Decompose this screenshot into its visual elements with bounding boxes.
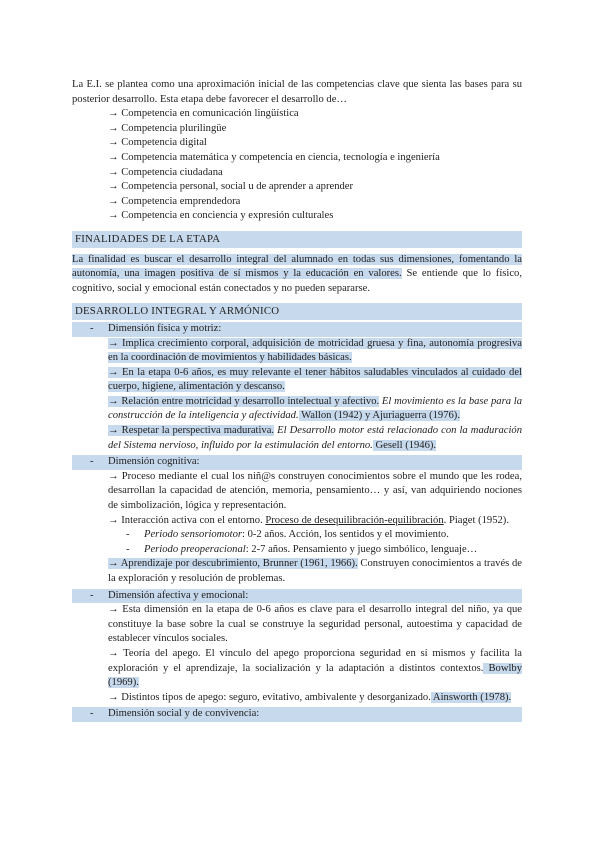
list-item: → Competencia ciudadana [108,166,223,178]
document-page [72,78,522,722]
list-item: → Competencia matemática y competencia en ciencia, tecnología e ingeniería [108,151,440,163]
dash-bullet: - [90,589,94,601]
fisica-bullet-4-ref: Gesell (1946). [372,439,437,451]
cognitiva-bullet-2-underline: Proceso de desequilibración-equilibración [265,514,444,526]
dimension-title: Dimensión afectiva y emocional: [108,589,249,601]
dash-bullet: - [126,543,130,555]
cognitiva-bullet-3: → Aprendizaje por descubrimiento, Brunner (1961, 1966). [108,558,358,570]
fisica-bullet-1: → Implica crecimiento corporal, adquisición de motricidad gruesa y fina, autonomía progresiva en la coordinación de movimientos y habilidades básicas. [108,337,522,364]
list-item: → Competencia digital [108,137,207,149]
list-item: → Competencia plurilingüe [108,122,227,134]
fisica-bullet-3-ref: Wallon (1942) y Ajuriaguerra (1976). [298,410,460,422]
fisica-bullet-2: → En la etapa 0-6 años, es muy relevante el tener hábitos saludables vinculados al cuidado del cuerpo, higiene, alimentación y descanso. [108,366,522,393]
competencias-list [72,107,522,224]
desarrollo-heading: DESARROLLO INTEGRAL Y ARMÓNICO [72,303,522,320]
dash-bullet: - [90,456,94,468]
finalidades-rest: Se entiende que lo físico, cognitivo, social y emocional están conectados y no pueden separarse. [72,268,522,294]
fisica-bullet-3: → Relación entre motricidad y desarrollo intelectual y afectivo. [108,395,380,407]
finalidades-heading: FINALIDADES DE LA ETAPA [72,231,522,248]
list-item [126,528,522,543]
periodo-preoperacional-text: : 2-7 años. Pensamiento y juego simbólico, lenguaje… [245,543,478,555]
afectiva-bullet-3-ref: Ainsworth (1978). [430,691,512,703]
dash-bullet: - [90,708,94,720]
afectiva-bullet-1: → Esta dimensión en la etapa de 0-6 años es clave para el desarrollo integral del niño, ya que constituye la base sobre la cual se construye la seguridad personal, autoestima y capacidad de establecer vínculos sociales. [108,604,522,645]
intro-paragraph: La E.I. se plantea como una aproximación inicial de las competencias clave que sienta las bases para su posterior desarrollo. Esta etapa debe favorecer el desarrollo de… [72,79,522,105]
list-item [126,543,522,558]
afectiva-bullet-2: → Teoría del apego. El vínculo del apego proporciona seguridad en sí mismos y facilita la exploración y el aprendizaje, la socialización y la adaptación a distintos contextos. [108,647,522,674]
dimension-fisica [72,322,522,453]
afectiva-bullet-3: → Distintos tipos de apego: seguro, evitativo, ambivalente y desorganizado. [108,691,431,703]
list-item: → Competencia personal, social u de aprender a aprender [108,181,354,193]
fisica-bullet-4: → Respetar la perspectiva madurativa. [108,425,275,437]
cognitiva-bullet-1: → Proceso mediante el cual los niñ@s construyen conocimientos sobre el mundo que les rodea, desarrollan la capacidad de atención, memoria, pensamiento… y así, van adquiriendo nociones de simbolización, lógica y representación. [108,470,522,512]
dash-bullet: - [126,529,130,541]
fisica-bullet-3-italic: El movimiento es la base para la construcción de la inteligencia y afectividad. [108,395,522,422]
dimension-title: Dimensión física y motriz: [108,322,222,334]
dimension-cognitiva [72,455,522,586]
dimension-social [72,707,522,722]
dash-bullet: - [90,322,94,334]
dimension-afectiva [72,589,522,706]
dimension-title: Dimensión social y de convivencia: [108,708,260,720]
finalidades-highlight: La finalidad es buscar el desarrollo integral del alumnado en todas sus dimensiones, fomentando la autonomía, una imagen positiva de sí mismos y la educación en valores. [72,253,522,280]
list-item: → Competencia emprendedora [108,195,241,207]
list-item: → Competencia en conciencia y expresión culturales [108,210,334,222]
finalidades-paragraph [72,253,522,297]
cognitiva-bullet-3-rest: Construyen conocimientos a través de la exploración y resolución de problemas. [108,558,522,584]
list-item: → Competencia en comunicación lingüística [108,108,299,120]
dimension-title: Dimensión cognitiva: [108,456,200,468]
fisica-bullet-4-italic: El Desarrollo motor está relacionado con la maduración del Sistema nervioso, influido por la estimulación del entorno. [108,425,522,451]
periodo-sensoriomotor-text: : 0-2 años. Acción, los sentidos y el movimiento. [242,529,449,541]
periodo-preoperacional: Periodo preoperacional [144,543,246,555]
cognitiva-bullet-2-ref: . Piaget (1952). [443,514,509,526]
cognitiva-bullet-2: → Interacción activa con el entorno. [108,514,263,526]
periodo-sensoriomotor: Periodo sensoriomotor [144,529,242,541]
afectiva-bullet-2-ref: Bowlby (1969). [108,662,523,689]
